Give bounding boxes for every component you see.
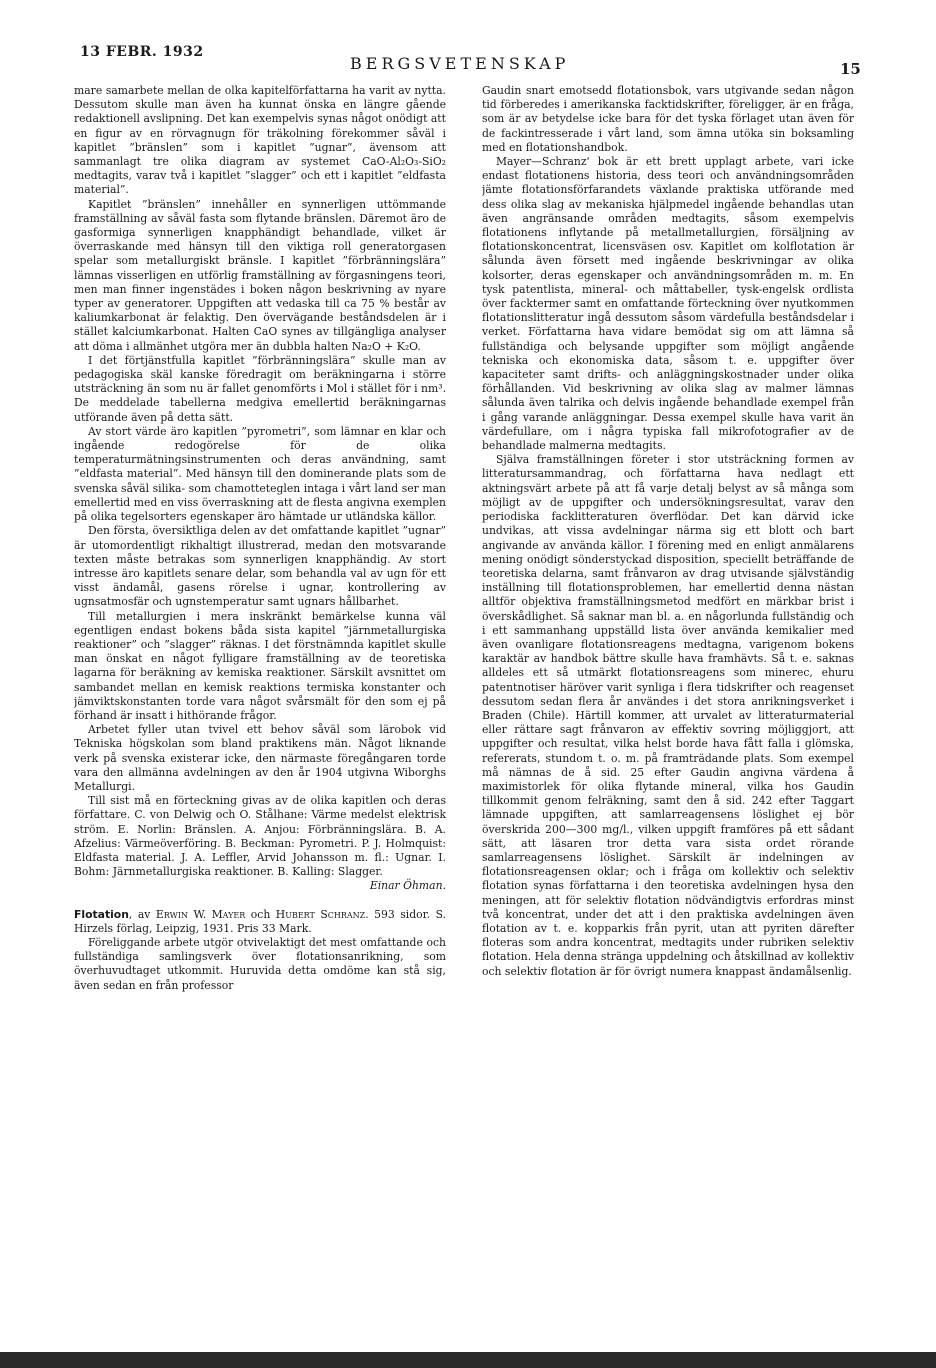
review-author-2: Hubert Schranz — [275, 907, 366, 921]
paragraph: Kapitlet ”bränslen” innehåller en synnerligen uttömmande framställning av såväl fasta som flytande bränslen. Däremot äro de gasformiga synnerligen knapphändigt behandlade, vilket är överraskande med hänsyn till den viktiga roll generatorgasen spelar som metallurgiskt bränsle. I kapitlet ”förbränningslära” lämnas visserligen en utförlig framställning av förgasningens teori, men man finner ingenstädes i boken någon beskrivning av nyare typer av generatorer. Uppgiften att vedaska till ca 75 % består av kaliumkarbonat är felaktig. Den övervägande beståndsdelen är i stället kalciumkarbonat. Halten CaO synes av tillgängliga analyser att döma i allmänhet utgöra mer än dubbla halten Na₂O + K₂O. — [74, 197, 446, 353]
paragraph: Till sist må en förteckning givas av de olika kapitlen och deras författare. C. von Delwig och O. Stålhane: Värme medelst elektrisk ström. E. Norlin: Bränslen. A. Anjou: Förbränningslära. B. A. Afzelius: Värmeöverföring. B. Beckman: Pyrometri. P. J. Holmquist: Eldfasta material. J. A. Leffler, Arvid Johansson m. fl.: Ugnar. I. Bohm: Järnmetallurgiska reaktioner. B. Kalling: Slagger. — [74, 794, 446, 879]
paragraph: Själva framställningen företer i stor utsträckning formen av litteratursammandrag, och författarna hava nedlagt ett aktningsvärt arbete på att få varje detalj belyst av så många som möjligt av de uppgifter och undersökningsresultat, varav den periodiska facklitteraturen överflödar. Det kan därvid icke undvikas, att vissa avdelningar närma sig ett blott och bart angivande av använda källor. I förening med en enligt anmälarens mening onödigt sönderstyckad disposition, speciellt beträffande de teoretiska delarna, samt frånvaron av drag utvisande självständig inställning till flotationsproblemen, har emellertid denna nästan alltför objektiva framställningsmetod medfört en märkbar brist i överskådlighet. Så saknar man bl. a. en någorlunda fullständig och i ett sammanhang uppställd lista över använda kemikalier med även ovanligare flotationsreagens medtagna, varigenom bokens karaktär av handbok bättre skulle hava framhävts. Så t. e. saknas alldeles ett så utmärkt flotationsreagens som minerec, ehuru patentnotiser häröver varit synliga i flera tidskrifter och reagenset dessutom sedan flera år användes i det stora anrikningsverket i Braden (Chile). Härtill kommer, att urvalet av litteraturmaterial eller rättare sagt frånvaron av effektiv sovring möjliggjort, att uppgifter och resultat, vilka helst borde hava fått falla i glömska, refererats, stundom t. o. m. på framträdande plats. Som exempel må nämnas de å sid. 25 efter Gaudin angivna värdena å maximistorlek för olika flytande mineral, vilka hos Gaudin tillkommit genom felräkning, samt den å sid. 242 efter Taggart lämnade uppgiften, att samlarreagensens löslighet ej bör överskrida 200—300 mg/l., vilken uppgift framföres på ett sådant sätt, att läsaren tror detta vara sista ordet rörande samlarreagensens löslighet. Särskilt är indelningen av flotationsreagensen oklar; och i fråga om kollektiv och selektiv flotation synas författarna i den teoretiska avdelningen hysa den meningen, att för selektiv flotation nödvändigtvis erfordras minst två koncentrat, under det att i den praktiska avdelningen även flotation av t. e. kopparkis från pyrit, utan att pyriten därefter floteras som andra koncentrat, medtagits under rubriken selektiv flotation. Hela denna stränga uppdelning och åtskillnad av kollektiv och selektiv flotation är för övrigt numera knappast ändamålsenlig. — [482, 453, 854, 978]
journal-title: BERGSVETENSKAP — [350, 54, 570, 73]
issue-date: 13 FEBR. 1932 — [80, 44, 204, 60]
review-and: och — [250, 907, 271, 921]
paragraph: mare samarbete mellan de olka kapitelförfattarna ha varit av nytta. Dessutom skulle man även ha kunnat önska en längre gående redaktionell avslipning. Det kan exempelvis synas något onödigt att en figur av en rörvagnugn för träkolning förekommer såväl i kapitlet ”bränslen” som i kapitlet ”ugnar”, ävensom att sammanlagt tre olika diagram av systemet CaO-Al₂O₃-SiO₂ medtagits, varav två i kapitlet ”slagger” och ett i kapitlet ”eldfasta material”. — [74, 84, 446, 197]
review-by: , av — [128, 907, 151, 921]
paragraph: Av stort värde äro kapitlen ”pyrometri”, som lämnar en klar och ingående redogörelse för de olika temperaturmätningsinstrumenten och deras användning, samt ”eldfasta material”. Med hänsyn till den dominerande plats som de svenska såväl silika- som chamotteteglen intaga i vårt land ser man emellertid med en viss överraskning att de flesta angivna exemplen på olika tegelsorters egenskaper äro hämtade ur utländska källor. — [74, 424, 446, 524]
paragraph: I det förtjänstfulla kapitlet ”förbränningslära” skulle man av pedagogiska skäl kanske föredragit om beräkningarna i större utsträckning än som nu är fallet genomförts i Mol i stället för i nm³. De meddelade tabellerna medgiva emellertid beräkningarnas utförande även på detta sätt. — [74, 353, 446, 424]
paragraph: Arbetet fyller utan tvivel ett behov såväl som lärobok vid Tekniska högskolan som bland praktikens män. Något liknande verk på svenska existerar icke, den närmaste föregångaren torde vara den allmänna avdelningen av den år 1904 utgivna Wiborghs Metallurgi. — [74, 723, 446, 793]
review-signature: Einar Öhman. — [369, 879, 446, 893]
scan-edge — [0, 1352, 936, 1368]
review-details: . 593 sidor. S. Hirzels förlag, Leipzig, 1931. Pris 33 Mark. — [74, 907, 446, 935]
paragraph: Föreliggande arbete utgör otvivelaktigt det mest omfattande och fullständiga samlingsverk över flotationsanrikning, som överhuvudtaget utkommit. Huruvida detta omdöme kan stå sig, även sedan en från professor — [74, 935, 446, 992]
right-column — [482, 84, 854, 1314]
paragraph: Den första, översiktliga delen av det omfattande kapitlet ”ugnar” är utomordentligt rikhaltigt illustrerad, medan den motsvarande texten måste betrakas som synnerligen knapphändig. Av stort intresse äro kapitlets senare delar, som behandla val av ugn för ett visst ändamål, gasens rörelse i ugnar, kontrollering av ugnsatmosfär och ugnstemperatur samt ugnars hållbarhet. — [74, 524, 446, 609]
review-author-1: Erwin W. Mayer — [155, 907, 246, 921]
page-number: 15 — [840, 60, 861, 78]
paragraph: Till metallurgien i mera inskränkt bemärkelse kunna väl egentligen endast bokens båda sista kapitel ”järnmetallurgiska reaktioner” och ”slagger” räknas. I det förstnämnda kapitlet skulle man önskat en något fylligare framställning av de teoretiska lagarna för beräkning av kemiska reaktioner. Särskilt avsnittet om sambandet mellan en kemisk reaktions termiska konstanter och jämviktskonstanten torde vara något svårsmält för den som ej på förhand är insatt i hithörande frågor. — [74, 609, 446, 722]
review-heading — [74, 908, 446, 936]
paragraph-continuation: Gaudin snart emotsedd flotationsbok, vars utgivande sedan någon tid förberedes i amerikanska facktidskrifter, föreligger, är en fråga, som är av betydelse icke bara för det tyska förlaget utan även för de fackintresserade i vårt land, som ämna utöka sin boksamling med en flotationshandbok. — [482, 84, 854, 154]
left-column — [74, 84, 446, 1314]
review-title: Flotation — [74, 907, 129, 921]
paragraph: Mayer—Schranz' bok är ett brett upplagt arbete, vari icke endast flotationens historia, dess teori och användningsområden jämte flotationsförfarandets växlande praktiska utförande med dess olika slag av mekaniska hjälpmedel ingående behandlas utan även angränsande områden medtagits, såsom exempelvis flotationens inflytande på metallmetallurgien, försäljning av flotationskoncentrat, licensväsen osv. Kapitlet om kolflotation är sålunda även försett med ingående beskrivningar av olika kolsorter, deras egenskaper och användningsområden m. m. En tysk patentlista, mineral- och måttabeller, tysk-engelsk ordlista över facktermer samt en omfattande förteckning över nyutkommen flotationslitteratur ingå dessutom såsom värdefulla beståndsdelar i verket. Författarna hava vidare bemödat sig om att lämna så fullständiga och belysande uppgifter som möjligt angående tekniska och ekonomiska data, såsom t. e. uppgifter över kapaciteter samt drifts- och anläggningskostnader under olika förhållanden. Vid beskrivning av olika slag av malmer lämnas sålunda även talrika och delvis ingående behandlade exempel från i gång varande anläggningar. Dessa exempel skulle hava varit än värdefullare, om i några typiska fall mikrofotografier av de behandlade malmerna medtagits. — [482, 155, 854, 453]
